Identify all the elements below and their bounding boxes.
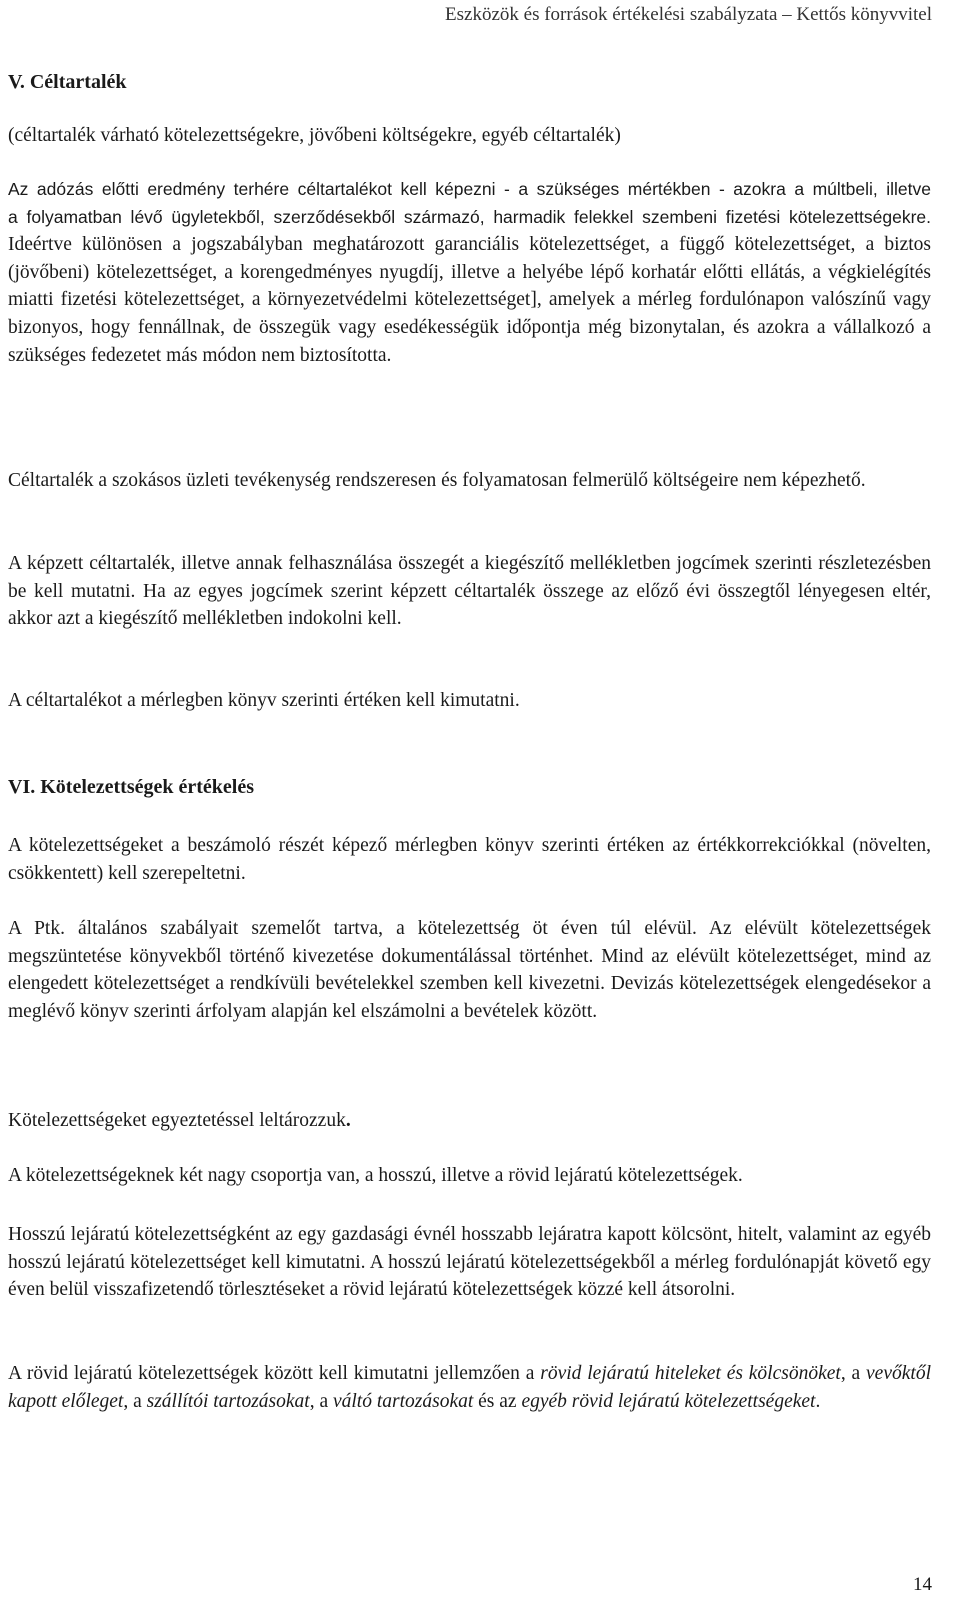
paragraph-celtartalek-valuation: A céltartalékot a mérlegben könyv szerinti értéken kell kimutatni. bbox=[8, 690, 520, 711]
italic-term: szállítói tartozásokat bbox=[146, 1390, 310, 1412]
paragraph-hosszu-lejaratu: Hosszú lejáratú kötelezettségként az egy gazdasági évnél hosszabb lejáratra kapott kölcsönt, hitelt, valamint az egyéb hosszú lejáratú kötelezettséget kell kimutatni. A hosszú lejáratú kötelezettségekből a mérleg fordulónapját követő egy éven belül visszafizetendő törlesztéseket a rövid lejáratú kötelezettségek közzé kell átsorolni. bbox=[8, 1224, 931, 1301]
page-number: 14 bbox=[913, 1574, 932, 1595]
paragraph-kotelezettseg-csoportok: A kötelezettségeknek két nagy csoportja van, a hosszú, illetve a rövid lejáratú kötelezettségek. bbox=[8, 1165, 743, 1186]
paragraph-rovid-lejaratu bbox=[8, 1360, 931, 1415]
text-run: . bbox=[815, 1390, 821, 1412]
paragraph-celtartalek-definition bbox=[8, 176, 931, 369]
italic-term: rövid lejáratú hiteleket és kölcsönöket bbox=[540, 1363, 841, 1384]
italic-term: váltó tartozásokat bbox=[332, 1390, 474, 1412]
text-run: , a bbox=[123, 1390, 147, 1412]
text-run: , a bbox=[840, 1363, 867, 1384]
paragraph-serif-part: Ideértve különösen a jogszabályban meghatározott garanciális kötelezettséget, a függő kötelezettséget, a biztos (jövőbeni) kötelezettséget, a korengedményes nyugdíj, illetve a helyébe lépő korhatár előtti ellátás, a végkielégítés miatti fizetési kötelezettséget, a környezetvédelmi kötelezettséget], amelyek a mérleg fordulónapon valószínű vagy bizonyos, hogy fennállnak, de összegük vagy esedékességük időpontja még bizonytalan, és azokra a vállalkozó a szükséges fedezetet más módon nem biztosította. bbox=[8, 234, 931, 366]
italic-term: vevőktől kapott előleget bbox=[8, 1363, 931, 1412]
running-header: Eszközök és források értékelési szabályzata – Kettős könyvvitel bbox=[445, 4, 932, 25]
text-run: és az bbox=[473, 1390, 522, 1412]
paragraph-elevules: A Ptk. általános szabályait szemelőt tartva, a kötelezettség öt éven túl elévül. Az elévült kötelezettségek megszüntetése könyvekből történő kivezetése dokumentálással történhet. Mind az elévült kötelezettséget, mind az elengedett kötelezettséget a rendkívüli bevételekkel szemben kell kivezetni. Devizás kötelezettségek elengedésekor a meglévő könyv szerinti árfolyam alapján kel elszámolni a bevételek között. bbox=[8, 918, 931, 1022]
section-heading-kotelezettsegek: VI. Kötelezettségek értékelés bbox=[8, 776, 254, 798]
paragraph-leltarozas bbox=[8, 1110, 351, 1132]
section-heading-celtartalek: V. Céltartalék bbox=[8, 71, 127, 93]
text-run: , a bbox=[309, 1390, 333, 1412]
paragraph-celtartalek-disclosure: A képzett céltartalék, illetve annak felhasználása összegét a kiegészítő mellékletben jogcímek szerinti részletezésben be kell mutatni. Ha az egyes jogcímek szerint képzett céltartalék összege az előző évi összegtől lényegesen eltér, akkor azt a kiegészítő mellékletben indokolni kell. bbox=[8, 553, 931, 630]
leltarozas-text: Kötelezettségeket egyeztetéssel leltározzuk bbox=[8, 1110, 346, 1131]
paragraph-celtartalek-restriction: Céltartalék a szokásos üzleti tevékenység rendszeresen és folyamatosan felmerülő költségeire nem képezhető. bbox=[8, 470, 866, 491]
paragraph-sans-part: Az adózás előtti eredmény terhére céltartalékot kell képezni - a szükséges mértékben - azokra a múltbeli, illetve a folyamatban lévő ügyletekből, szerződésekből származó, harmadik felekkel szembeni fizetési kötelezettségekre. bbox=[8, 179, 931, 227]
text-run: A rövid lejáratú kötelezettségek között kell kimutatni jellemzően a bbox=[8, 1363, 541, 1384]
section-subtitle: (céltartalék várható kötelezettségekre, jövőbeni költségekre, egyéb céltartalék) bbox=[8, 125, 621, 146]
leltarozas-period: . bbox=[345, 1110, 351, 1131]
paragraph-kotelezettsegek-valuation: A kötelezettségeket a beszámoló részét képező mérlegben könyv szerinti értéken az értékkorrekciókkal (növelten, csökkentett) kell szerepeltetni. bbox=[8, 835, 931, 884]
italic-term: egyéb rövid lejáratú kötelezettségeket bbox=[521, 1390, 816, 1412]
